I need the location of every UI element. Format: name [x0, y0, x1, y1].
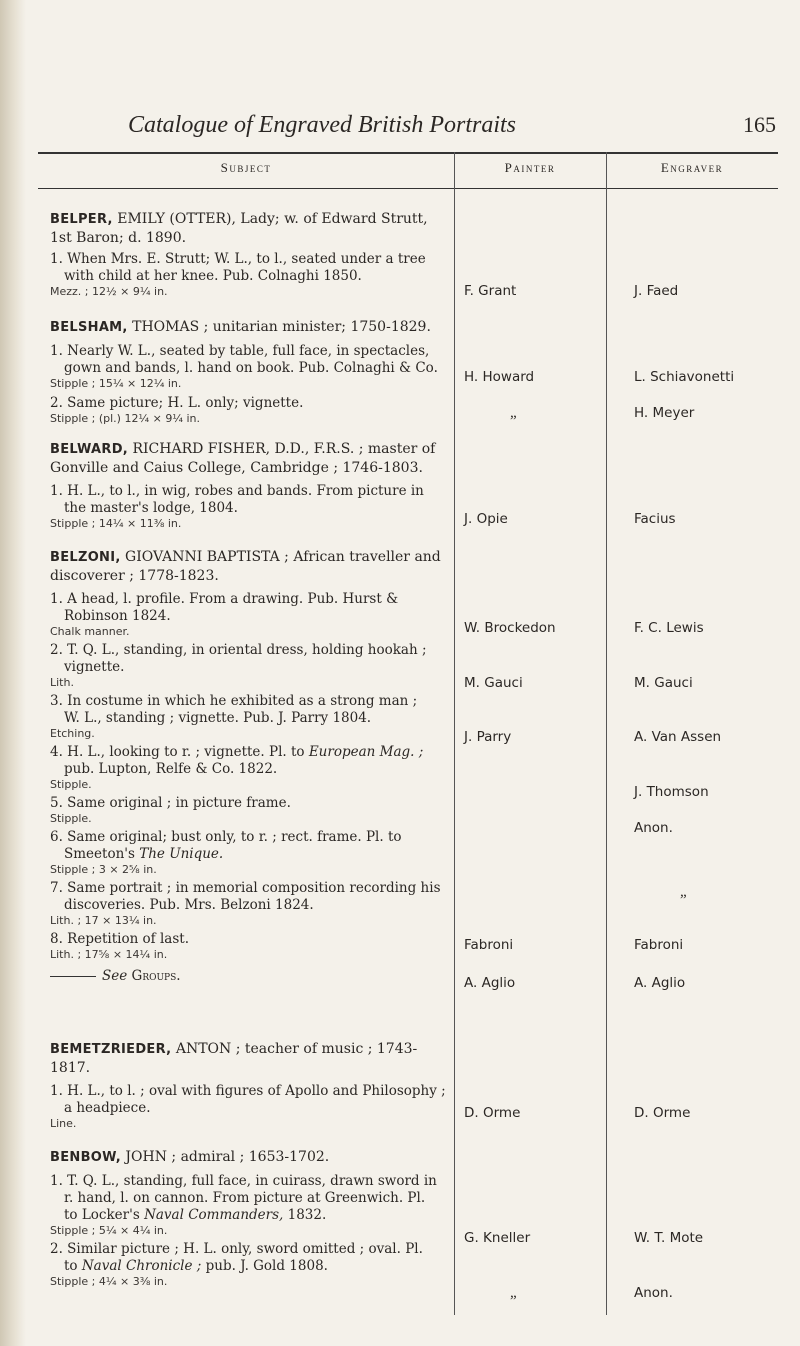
entry-heading [50, 548, 448, 585]
item-medium: Lith. ; 17 × 13¼ in. [50, 914, 157, 927]
item-medium: Lith. [50, 676, 74, 689]
page-number: 165 [743, 112, 776, 137]
sitter-description: EMILY (OTTER), Lady; w. of Edward Strutt, 1st Baron; d. 1890. [50, 211, 428, 246]
entry-belsham [50, 318, 448, 426]
painter-cell: W. Brockedon [464, 620, 556, 636]
item-text-cont [50, 1258, 448, 1275]
portrait-item [50, 1083, 448, 1131]
engraver-cell: F. C. Lewis [634, 620, 704, 636]
item-text-part: pub. J. Gold 1808. [205, 1258, 328, 1274]
portrait-item [50, 1241, 448, 1289]
sitter-name: BELSHAM, [50, 320, 128, 335]
column-divider-engraver [606, 152, 607, 1315]
sitter-description: ANTON ; teacher of music ; 1743-1817. [50, 1041, 418, 1076]
publication-title: The Unique. [139, 846, 224, 862]
entry-heading [50, 1148, 448, 1167]
item-text: 2. Same picture; H. L. only; vignette. [50, 395, 304, 411]
portrait-item [50, 642, 448, 690]
item-text-cont: vignette. [64, 659, 125, 675]
engraver-cell: Anon. [634, 820, 673, 836]
item-text [50, 744, 448, 761]
see-also [50, 968, 448, 985]
item-text: 1. H. L., to l., in wig, robes and bands. From picture in [50, 483, 424, 499]
portrait-item [50, 483, 448, 531]
see-also-target: Groups. [131, 968, 181, 984]
entry-belward [50, 440, 448, 531]
item-medium: Lith. ; 17⅝ × 14¼ in. [50, 948, 168, 961]
column-header-painter: Painter [504, 160, 556, 175]
item-medium: Stipple ; 5¼ × 4¼ in. [50, 1224, 168, 1237]
item-text-part: 1832. [287, 1207, 327, 1223]
engraver-ditto: „ [680, 884, 687, 900]
item-text-cont [50, 846, 448, 863]
item-text: 2. Similar picture ; H. L. only, sword omitted ; oval. Pl. [50, 1241, 423, 1257]
item-medium: Stipple ; (pl.) 12¼ × 9¼ in. [50, 412, 201, 425]
engraver-cell: Fabroni [634, 937, 684, 953]
publication-title: Naval Chronicle ; [81, 1258, 202, 1274]
portrait-item [50, 343, 448, 391]
item-medium: Etching. [50, 727, 95, 740]
portrait-item [50, 880, 448, 928]
painter-cell: G. Kneller [464, 1230, 531, 1246]
entry-belzoni [50, 548, 448, 985]
running-head-title: Catalogue of Engraved British Portraits [128, 112, 516, 138]
item-text: 8. Repetition of last. [50, 931, 189, 947]
engraver-cell: H. Meyer [634, 405, 695, 421]
portrait-item [50, 251, 448, 299]
painter-cell: J. Opie [464, 511, 508, 527]
item-medium: Stipple ; 14¼ × 11⅜ in. [50, 517, 182, 530]
item-text-cont: with child at her knee. Pub. Colnaghi 1850. [64, 268, 362, 284]
catalogue-page [38, 0, 778, 1346]
item-medium: Stipple. [50, 778, 92, 791]
item-text-part: to [64, 1258, 78, 1274]
portrait-item [50, 829, 448, 877]
portrait-item [50, 1173, 448, 1238]
entry-benbow [50, 1148, 448, 1289]
publication-title: European Mag. ; [308, 744, 424, 760]
table-top-rule [38, 152, 778, 154]
sitter-name: BELZONI, [50, 550, 121, 565]
sitter-name: BEMETZRIEDER, [50, 1042, 172, 1057]
entry-heading [50, 440, 448, 477]
sitter-description: JOHN ; admiral ; 1653-1702. [120, 1149, 330, 1165]
sitter-name: BELWARD, [50, 442, 129, 457]
painter-cell: Fabroni [464, 937, 514, 953]
sitter-description: RICHARD FISHER, D.D., F.R.S. ; master of Gonville and Caius College, Cambridge ; 1746-1803. [50, 441, 436, 476]
item-medium: Chalk manner. [50, 625, 130, 638]
painter-cell: F. Grant [464, 283, 517, 299]
portrait-item [50, 693, 448, 741]
running-head [38, 112, 778, 142]
table-header-rule [38, 188, 778, 189]
painter-cell: A. Aglio [464, 975, 516, 991]
engraver-cell: J. Faed [634, 283, 679, 299]
portrait-item [50, 931, 448, 962]
painter-ditto: „ [510, 1285, 517, 1301]
sitter-name: BENBOW, [50, 1150, 121, 1165]
item-text: 5. Same original ; in picture frame. [50, 795, 291, 811]
item-text: 1. H. L., to l. ; oval with figures of Apollo and Philosophy ; [50, 1083, 446, 1099]
item-text: 1. When Mrs. E. Strutt; W. L., to l., seated under a tree [50, 251, 426, 267]
engraver-cell: Facius [634, 511, 676, 527]
item-text-part: to Locker's [64, 1207, 140, 1223]
item-text-cont: Robinson 1824. [64, 608, 171, 624]
engraver-cell: L. Schiavonetti [634, 369, 735, 385]
item-medium: Stipple ; 4¼ × 3⅜ in. [50, 1275, 168, 1288]
entry-heading [50, 318, 448, 337]
item-text: 1. Nearly W. L., seated by table, full face, in spectacles, [50, 343, 430, 359]
column-header-engraver: Engraver [660, 160, 724, 175]
painter-cell: M. Gauci [464, 675, 523, 691]
item-medium: Mezz. ; 12½ × 9¼ in. [50, 285, 168, 298]
item-text-cont [50, 1207, 448, 1224]
item-text: 1. A head, l. profile. From a drawing. Pub. Hurst & [50, 591, 399, 607]
engraver-cell: A. Aglio [634, 975, 686, 991]
sitter-description: GIOVANNI BAPTISTA ; African traveller and discoverer ; 1778-1823. [50, 549, 441, 584]
item-text-cont: gown and bands, l. hand on book. Pub. Colnaghi & Co. [64, 360, 438, 376]
entry-belper [50, 210, 448, 299]
item-text-cont: a headpiece. [64, 1100, 151, 1116]
portrait-item [50, 744, 448, 792]
item-medium: Stipple. [50, 812, 92, 825]
item-text-cont: the master's lodge, 1804. [64, 500, 238, 516]
ditto-rule [50, 976, 96, 977]
painter-cell: D. Orme [464, 1105, 521, 1121]
column-header-subject: Subject [220, 160, 272, 175]
item-text: 2. T. Q. L., standing, in oriental dress, holding hookah ; [50, 642, 427, 658]
entry-heading [50, 210, 448, 247]
item-text-part: Smeeton's [64, 846, 135, 862]
engraver-cell: A. Van Assen [634, 729, 722, 745]
item-text: 6. Same original; bust only, to r. ; rect. frame. Pl. to [50, 829, 402, 845]
item-text: 3. In costume in which he exhibited as a strong man ; [50, 693, 418, 709]
item-text-cont: r. hand, l. on cannon. From picture at Greenwich. Pl. [64, 1190, 426, 1206]
portrait-item [50, 795, 448, 826]
item-text-part: 4. H. L., looking to r. ; vignette. Pl. to [50, 744, 305, 760]
item-text-cont: W. L., standing ; vignette. Pub. J. Parry 1804. [64, 710, 372, 726]
item-text: 7. Same portrait ; in memorial composition recording his [50, 880, 441, 896]
page-binding-shadow [0, 0, 26, 1346]
item-medium: Line. [50, 1117, 77, 1130]
engraver-cell: W. T. Mote [634, 1230, 704, 1246]
painter-ditto: „ [510, 405, 517, 421]
engraver-cell: J. Thomson [634, 784, 709, 800]
portrait-item [50, 395, 448, 426]
entry-heading [50, 1040, 448, 1077]
item-text-cont: discoveries. Pub. Mrs. Belzoni 1824. [64, 897, 314, 913]
item-text-cont: pub. Lupton, Relfe & Co. 1822. [64, 761, 278, 777]
column-divider-painter [454, 152, 455, 1315]
sitter-description: THOMAS ; unitarian minister; 1750-1829. [127, 319, 431, 335]
publication-title: Naval Commanders, [144, 1207, 284, 1223]
engraver-cell: D. Orme [634, 1105, 691, 1121]
sitter-name: BELPER, [50, 212, 113, 227]
item-medium: Stipple ; 3 × 2⅝ in. [50, 863, 157, 876]
engraver-cell: M. Gauci [634, 675, 693, 691]
item-medium: Stipple ; 15¼ × 12¼ in. [50, 377, 182, 390]
item-text: 1. T. Q. L., standing, full face, in cuirass, drawn sword in [50, 1173, 437, 1189]
painter-cell: H. Howard [464, 369, 535, 385]
portrait-item [50, 591, 448, 639]
engraver-cell: Anon. [634, 1285, 673, 1301]
see-also-label: See [102, 968, 128, 984]
entry-bemetzrieder [50, 1040, 448, 1131]
painter-cell: J. Parry [464, 729, 512, 745]
